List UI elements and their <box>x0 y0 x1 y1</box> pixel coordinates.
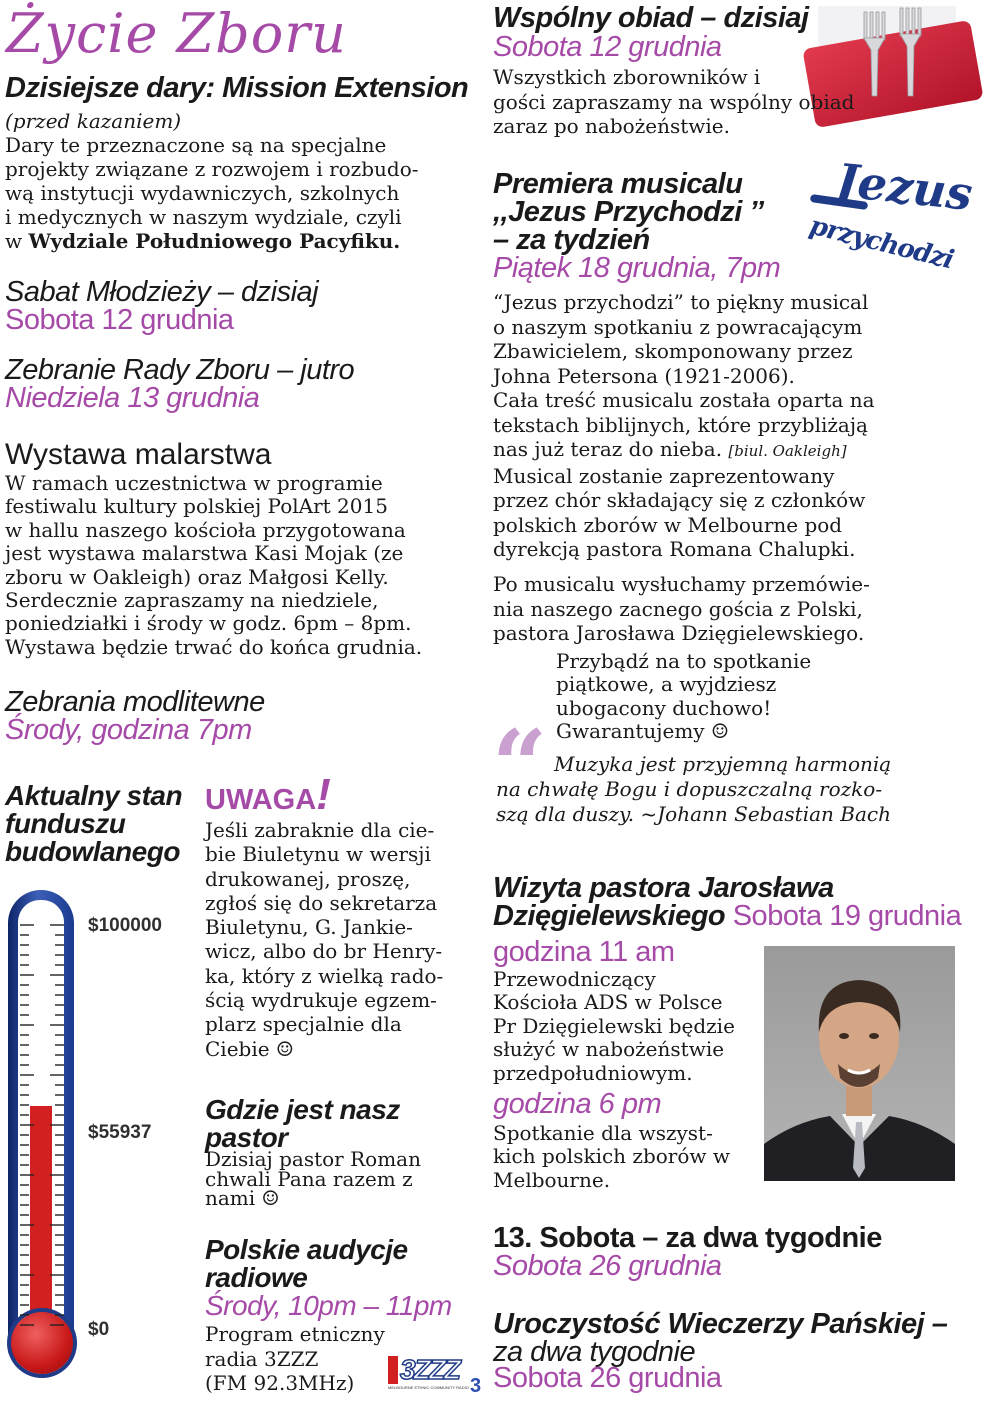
musical-speech-text <box>493 572 870 646</box>
visit-heading <box>493 874 961 930</box>
text-line: Ciebie ☺ <box>205 1036 294 1061</box>
text-line: Musical zostanie zaprezentowany <box>493 463 835 488</box>
text-line: W ramach uczestnictwa w programie <box>5 471 383 495</box>
quote-mark-icon: “ <box>492 709 548 822</box>
page-title: Życie Zboru <box>6 2 347 65</box>
fund-label-bottom: $0 <box>88 1319 110 1340</box>
exhibition-text <box>5 472 422 659</box>
thermometer <box>4 890 82 1395</box>
person-portrait-icon <box>764 946 955 1181</box>
uwaga-title: UWAGA <box>205 784 317 816</box>
text-line: drukowanej, proszę, <box>205 866 411 891</box>
musical-date: Piątek 18 grudnia, 7pm <box>493 252 781 284</box>
heading-line: Polskie audycje <box>205 1234 408 1265</box>
pastor-where-text <box>205 1147 421 1210</box>
lunch-heading: Wspólny obiad – dzisiaj <box>493 2 809 34</box>
text-line: Cała treść musicalu została oparta na <box>493 388 875 412</box>
uwaga-heading <box>205 770 331 820</box>
text-line: Melbourne. <box>493 1167 611 1192</box>
text-line: ścią wydrukuje egzem- <box>205 988 437 1013</box>
radio-heading <box>205 1236 408 1292</box>
text-line: Przybądź na to spotkanie <box>556 649 812 673</box>
exclamation-icon: ! <box>316 770 331 819</box>
text-line: Serdecznie zapraszamy na niedziele, <box>5 588 379 613</box>
heading-line: radiowe <box>205 1262 308 1293</box>
text-line: Spotkanie dla wszyst- <box>493 1121 713 1145</box>
page-number: 3 <box>470 1375 482 1397</box>
visit-evening-text <box>493 1122 730 1192</box>
prayer-heading: Zebrania modlitewne <box>5 686 265 718</box>
radio-date: Środy, 10pm – 11pm <box>205 1290 452 1321</box>
text-line: Wystawa będzie trwać do końca grudnia. <box>5 634 423 659</box>
text-line: “Jezus przychodzi” to piękny musical <box>493 290 869 314</box>
text-line: nami ☺ <box>205 1186 280 1210</box>
text-line: Kościoła ADS w Polsce <box>493 990 723 1015</box>
lunch-date: Sobota 12 grudnia <box>493 31 722 63</box>
text-line: Muzyka jest przyjemną harmonią <box>554 752 892 776</box>
board-heading: Zebranie Rady Zboru – jutro <box>5 354 355 386</box>
heading-line: funduszu <box>5 808 126 839</box>
text-line: pastora Jarosława Dzięgielewskiego. <box>493 621 865 645</box>
text-line: bie Biuletynu w wersji <box>205 842 431 867</box>
heading-line: – za tydzień <box>493 224 650 256</box>
radio-logo-caption: MELBOURNE ETHNIC COMMUNITY RADIO <box>388 1385 469 1390</box>
text-line: piątkowe, a wyjdziesz <box>556 672 777 697</box>
text-line: projekty związane z rozwojem i rozbudo- <box>5 157 419 181</box>
text-line: zboru w Oakleigh) oraz Małgosi Kelly. <box>5 564 389 589</box>
heading-line: pastor <box>205 1122 288 1153</box>
text-line: ubogacony duchowo! <box>556 695 772 720</box>
fund-label-top: $100000 <box>88 915 162 936</box>
pastor-photo <box>764 946 955 1181</box>
visit-date: Sobota 19 grudnia <box>732 900 962 932</box>
text-line <box>5 229 419 253</box>
text-segment: nas już teraz do nieba. <box>493 437 723 461</box>
text-line: (FM 92.3MHz) <box>205 1371 355 1395</box>
text-line <box>493 437 875 464</box>
youth-date: Sobota 12 grudnia <box>5 304 234 336</box>
text-line: Johna Petersona (1921-2006). <box>493 363 795 388</box>
text-line: Dzisiaj pastor Roman <box>205 1147 421 1171</box>
fund-heading <box>5 782 182 866</box>
visit-morning-text <box>493 968 735 1085</box>
text-line: przedpołudniowym. <box>493 1060 693 1085</box>
radio-text <box>205 1322 385 1396</box>
communion-subtitle: za dwa tygodnie <box>493 1336 696 1368</box>
text-line: wicz, albo do br Henry- <box>205 939 443 964</box>
heading-line: ,,Jezus Przychodzi ’’ <box>493 196 764 228</box>
heading-line: Gdzie jest nasz <box>205 1094 400 1125</box>
heading-line: budowlanego <box>5 836 180 867</box>
logo-word-big: Jezus <box>833 153 975 221</box>
board-date: Niedziela 13 grudnia <box>5 382 260 414</box>
text-line: kich polskich zborów w <box>493 1144 730 1169</box>
radio-logo-text: 3ZZZ <box>388 1356 459 1384</box>
visit-time-evening: godzina 6 pm <box>493 1088 662 1120</box>
text-line: ka, który z wielką rado- <box>205 963 444 988</box>
text-line: Po musicalu wysłuchamy przemówie- <box>493 572 870 596</box>
text-line: tekstach biblijnych, które przybliżają <box>493 412 868 437</box>
text-line: w hallu naszego kościoła przygotowana <box>5 517 406 542</box>
text-line: Wszystkich zborowników i <box>493 65 761 89</box>
text-line: plarz specjalnie dla <box>205 1012 402 1037</box>
musical-text <box>493 290 875 562</box>
fund-label-current: $55937 <box>88 1122 152 1143</box>
text-line: na chwałę Bogu i dopuszczalną rozko- <box>496 777 883 801</box>
text-line: o naszym spotkaniu z powracającym <box>493 314 863 339</box>
radio-3zzz-logo <box>388 1354 469 1392</box>
text-line: Dary te przeznaczone są na specjalne <box>5 133 387 157</box>
text-line: nia naszego zacnego gościa z Polski, <box>493 596 863 621</box>
text-line: zaraz po nabożeństwie. <box>493 114 730 138</box>
text-line: dyrekcją pastora Romana Chalupki. <box>493 537 856 561</box>
text-line: poniedziałki i środy w godz. 6pm – 8pm. <box>5 611 412 636</box>
pastor-where-heading <box>205 1096 400 1152</box>
heading-line: Aktualny stan <box>5 780 183 811</box>
quote-text <box>496 752 891 827</box>
text-line: przez chór składający się z członków <box>493 488 866 512</box>
lunch-text <box>493 65 854 139</box>
musical-invite <box>556 650 811 744</box>
text-line: Przewodniczący <box>493 967 656 991</box>
text-line: gości zapraszamy na wspólny obiad <box>493 89 855 114</box>
text-line: Zbawicielem, skomponowany przez <box>493 339 853 363</box>
text-line: jest wystawa malarstwa Kasi Mojak (ze <box>5 541 404 566</box>
exhibition-heading: Wystawa malarstwa <box>5 438 272 471</box>
text-line: służyć w nabożeństwie <box>493 1037 725 1062</box>
communion-date: Sobota 26 grudnia <box>493 1362 722 1394</box>
gifts-subtitle: (przed kazaniem) <box>5 109 182 133</box>
thermometer-scale <box>4 905 82 1345</box>
prayer-date: Środy, godzina 7pm <box>5 714 252 746</box>
text-line: polskich zborów w Melbourne pod <box>493 512 843 537</box>
sabbath13-heading: 13. Sobota – za dwa tygodnie <box>493 1222 882 1254</box>
sabbath13-date: Sobota 26 grudnia <box>493 1250 722 1282</box>
heading-line: Wizyta pastora Jarosława <box>493 872 834 904</box>
youth-heading: Sabat Młodzieży – dzisiaj <box>5 276 319 308</box>
musical-heading <box>493 170 763 254</box>
visit-time-morning: godzina 11 am <box>493 936 675 968</box>
gifts-heading: Dzisiejsze dary: Mission Extension <box>5 72 469 104</box>
text-line: radia 3ZZZ <box>205 1346 319 1371</box>
text-line: wą instytucji wydawniczych, szkolnych <box>5 181 400 205</box>
text-line: Pr Dzięgielewski będzie <box>493 1013 735 1038</box>
logo-word-small: przychodzi <box>806 210 957 276</box>
uwaga-text <box>205 818 443 1061</box>
source-note: [biul. Oakleigh] <box>728 442 847 460</box>
heading-line <box>493 902 961 930</box>
text-line: i medycznych w naszym wydziale, czyli <box>5 205 402 229</box>
text-line: Biuletynu, G. Jankie- <box>205 915 413 940</box>
jezus-logo <box>806 153 975 290</box>
text-prefix: w <box>5 229 29 253</box>
pastor-name: Dzięgielewskiego <box>493 900 726 932</box>
communion-heading: Uroczystość Wieczerzy Pańskiej – <box>493 1308 948 1340</box>
text-line: chwali Pana razem z <box>205 1166 413 1191</box>
text-line: szą dla duszy. ~Johann Sebastian Bach <box>496 802 891 826</box>
heading-line: Premiera musicalu <box>493 168 743 200</box>
text-line: Program etniczny <box>205 1322 385 1346</box>
gifts-text <box>5 133 419 253</box>
division-name: Wydziale Południowego Pacyfiku. <box>28 229 401 253</box>
text-line: zgłoś się do sekretarza <box>205 890 438 915</box>
text-line: festiwalu kultury polskiej PolArt 2015 <box>5 494 388 519</box>
text-line: Jeśli zabraknie dla cie- <box>205 818 435 842</box>
text-line: Gwarantujemy ☺ <box>556 719 729 744</box>
